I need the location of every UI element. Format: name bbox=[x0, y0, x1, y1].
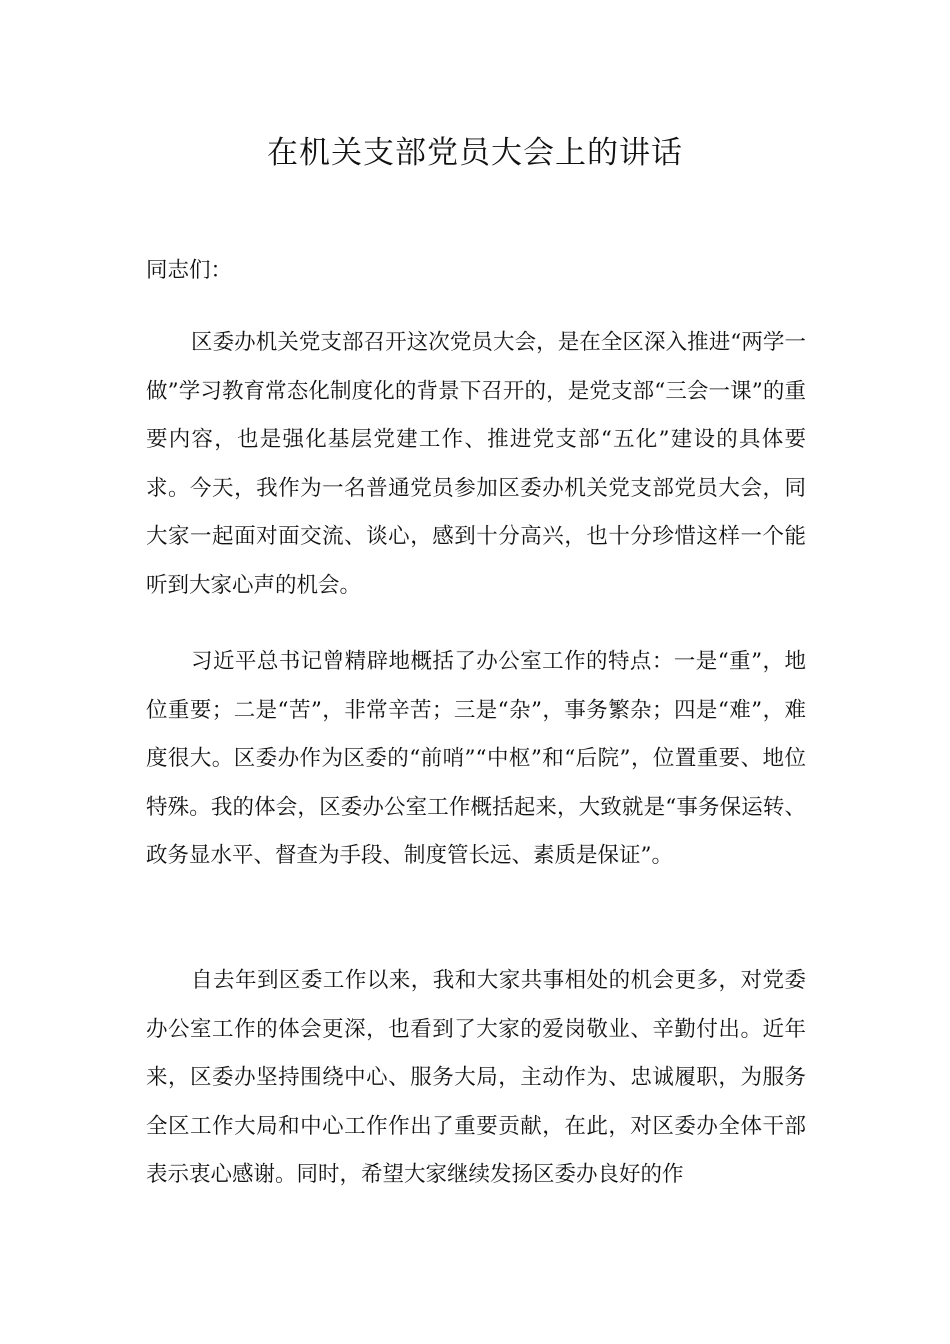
paragraph-2: 习近平总书记曾精辟地概括了办公室工作的特点：一是“重”，地位重要；二是“苦”，非常辛苦；三是“杂”，事务繁杂；四是“难”，难度很大。区委办作为区委的“前哨”“中枢”和“后院”，位置重要、地位特殊。我的体会，区委办公室工作概括起来，大致就是“事务保运转、政务显水平、督查为手段、制度管长远、素质是保证”。 bbox=[146, 649, 806, 868]
paragraph-1: 区委办机关党支部召开这次党员大会，是在全区深入推进“两学一做”学习教育常态化制度化的背景下召开的，是党支部“三会一课”的重要内容，也是强化基层党建工作、推进党支部“五化”建设的具体要求。今天，我作为一名普通党员参加区委办机关党支部党员大会，同大家一起面对面交流、谈心，感到十分高兴，也十分珍惜这样一个能听到大家心声的机会。 bbox=[146, 330, 806, 598]
salutation: 同志们： bbox=[146, 258, 233, 283]
document-title: 在机关支部党员大会上的讲话 bbox=[267, 135, 683, 171]
paragraph-3: 自去年到区委工作以来，我和大家共事相处的机会更多，对党委办公室工作的体会更深，也看到了大家的爱岗敬业、辛勤付出。近年来，区委办坚持围绕中心、服务大局，主动作为、忠诚履职，为服务全区工作大局和中心工作作出了重要贡献，在此，对区委办全体干部表示衷心感谢。同时，希望大家继续发扬区委办良好的作 bbox=[146, 968, 806, 1187]
